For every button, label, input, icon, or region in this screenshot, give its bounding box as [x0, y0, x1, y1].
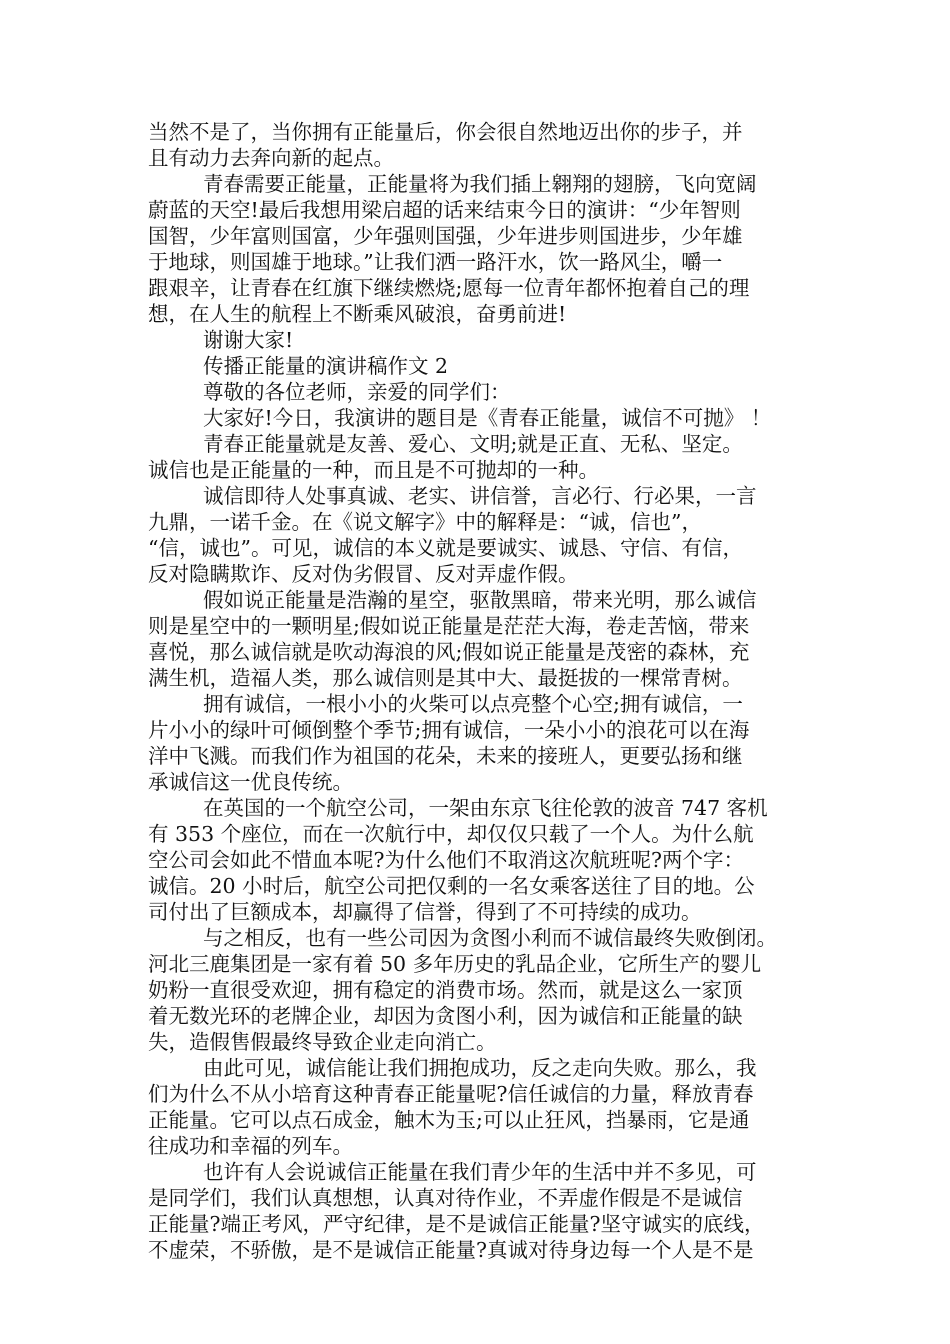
text-line: 喜悦，那么诚信就是吹动海浪的风;假如说正能量是茂密的森林，充 — [148, 640, 750, 664]
text-line: 诚信即待人处事真诚、老实、讲信誉，言必行、行必果，一言 — [203, 484, 757, 508]
text-line: 与之相反，也有一些公司因为贪图小利而不诚信最终失败倒闭。 — [203, 926, 777, 950]
text-line: 们为什么不从小培育这种青春正能量呢?信任诚信的力量，释放青春 — [148, 1082, 754, 1106]
text-line: 河北三鹿集团是一家有着 50 多年历史的乳品企业，它所生产的婴儿 — [148, 952, 762, 976]
text-line: 是同学们，我们认真想想，认真对待作业，不弄虚作假是不是诚信 — [148, 1186, 743, 1210]
text-line: 正能量?端正考风，严守纪律，是不是诚信正能量?坚守诚实的底线， — [148, 1212, 765, 1236]
text-line: 假如说正能量是浩瀚的星空，驱散黑暗，带来光明，那么诚信 — [203, 588, 757, 612]
text-line: 拥有诚信，一根小小的火柴可以点亮整个心空;拥有诚信，一 — [203, 692, 743, 716]
text-line: 想，在人生的航程上不断乘风破浪，奋勇前进! — [148, 302, 567, 326]
document-body — [148, 119, 828, 1263]
text-line: 青春正能量就是友善、爱心、文明;就是正直、无私、坚定。 — [203, 432, 743, 456]
text-line: 在英国的一个航空公司，一架由东京飞往伦敦的波音 747 客机 — [203, 796, 768, 820]
text-line: 满生机，造福人类，那么诚信则是其中大、最挺拔的一棵常青树。 — [148, 666, 743, 690]
text-line: 青春需要正能量，正能量将为我们插上翱翔的翅膀，飞向宽阔 — [203, 172, 757, 196]
text-line: 也许有人会说诚信正能量在我们青少年的生活中并不多见，可 — [203, 1160, 757, 1184]
text-line: 空公司会如此不惜血本呢?为什么他们不取消这次航班呢?两个字： — [148, 848, 744, 872]
text-line: 于地球，则国雄于地球。”让我们洒一路汗水，饮一路风尘，嚼一 — [148, 250, 723, 274]
text-line: 正能量。它可以点石成金，触木为玉;可以止狂风，挡暴雨，它是通 — [148, 1108, 750, 1132]
text-line: 承诚信这一优良传统。 — [148, 770, 353, 794]
text-line: 不虚荣，不骄傲，是不是诚信正能量?真诚对待身边每一个人是不是 — [148, 1238, 754, 1262]
text-line: 往成功和幸福的列车。 — [148, 1134, 353, 1158]
text-line: 谢谢大家! — [203, 328, 294, 352]
text-line: “信，诚也”。可见，诚信的本义就是要诚实、诚恳、守信、有信， — [148, 536, 743, 560]
text-line: 国智，少年富则国富，少年强则国强，少年进步则国进步，少年雄 — [148, 224, 743, 248]
text-line: 诚信。20 小时后，航空公司把仅剩的一名女乘客送往了目的地。公 — [148, 874, 755, 898]
text-line: 司付出了巨额成本，却赢得了信誉，得到了不可持续的成功。 — [148, 900, 702, 924]
text-line: 有 353 个座位，而在一次航行中，却仅仅只载了一个人。为什么航 — [148, 822, 754, 846]
text-line: 失，造假售假最终导致企业走向消亡。 — [148, 1030, 497, 1054]
text-line: 奶粉一直很受欢迎，拥有稳定的消费市场。然而，就是这么一家顶 — [148, 978, 743, 1002]
text-line: 诚信也是正能量的一种，而且是不可抛却的一种。 — [148, 458, 599, 482]
text-line: 当然不是了，当你拥有正能量后，你会很自然地迈出你的步子，并 — [148, 120, 743, 144]
text-line: 且有动力去奔向新的起点。 — [148, 146, 394, 170]
text-line: 着无数光环的老牌企业，却因为贪图小利，因为诚信和正能量的缺 — [148, 1004, 743, 1028]
text-line: 片小小的绿叶可倾倒整个季节;拥有诚信，一朵小小的浪花可以在海 — [148, 718, 750, 742]
text-line: 传播正能量的演讲稿作文 2 — [203, 354, 449, 378]
text-line: 洋中飞溅。而我们作为祖国的花朵，未来的接班人，更要弘扬和继 — [148, 744, 743, 768]
text-line: 跟艰辛，让青春在红旗下继续燃烧;愿每一位青年都怀抱着自己的理 — [148, 276, 750, 300]
text-line: 尊敬的各位老师，亲爱的同学们： — [203, 380, 511, 404]
text-line: 九鼎，一诺千金。在《说文解字》中的解释是：“诚，信也”， — [148, 510, 702, 534]
text-line: 反对隐瞒欺诈、反对伪劣假冒、反对弄虚作假。 — [148, 562, 579, 586]
text-line: 由此可见，诚信能让我们拥抱成功，反之走向失败。那么，我 — [203, 1056, 757, 1080]
text-line: 大家好!今日，我演讲的题目是《青春正能量，诚信不可抛》 ！ — [203, 406, 772, 430]
text-line: 则是星空中的一颗明星;假如说正能量是茫茫大海，卷走苦恼，带来 — [148, 614, 750, 638]
text-line: 蔚蓝的天空!最后我想用梁启超的话来结束今日的演讲：“少年智则 — [148, 198, 741, 222]
